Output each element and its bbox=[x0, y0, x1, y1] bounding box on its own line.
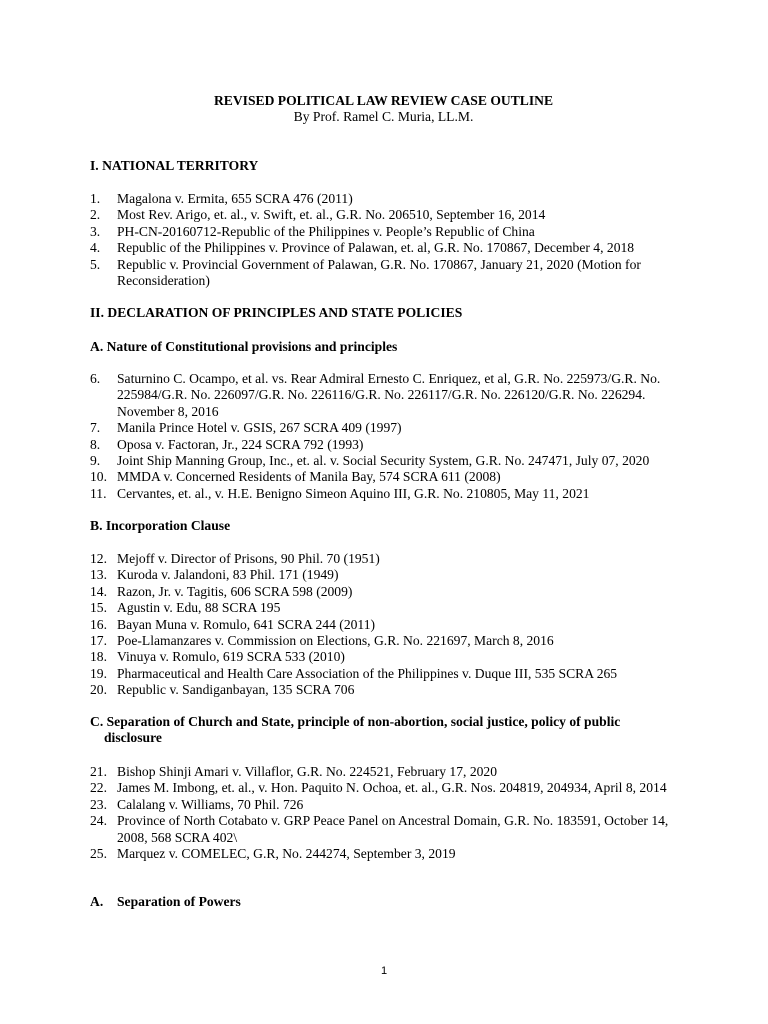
case-citation: Manila Prince Hotel v. GSIS, 267 SCRA 409 (1997) bbox=[117, 420, 402, 436]
case-citation: Mejoff v. Director of Prisons, 90 Phil. 70 (1951) bbox=[117, 551, 380, 566]
item-number: 25. bbox=[90, 846, 107, 862]
case-list-incorporation bbox=[90, 551, 680, 699]
list-item bbox=[90, 666, 680, 682]
item-number: 12. bbox=[90, 551, 107, 566]
case-citation: Marquez v. COMELEC, G.R, No. 244274, September 3, 2019 bbox=[117, 846, 456, 862]
case-citation: Joint Ship Manning Group, Inc., et. al. v. Social Security System, G.R. No. 247471, July 07, 2020 bbox=[117, 453, 650, 469]
item-number: 19. bbox=[90, 665, 107, 681]
list-item bbox=[90, 551, 680, 567]
item-number: 2. bbox=[90, 207, 101, 223]
list-item bbox=[90, 257, 680, 290]
list-item bbox=[90, 224, 680, 240]
list-item bbox=[90, 813, 680, 846]
list-item bbox=[90, 764, 680, 780]
subsection-heading-nature: A. Nature of Constitutional provisions and principles bbox=[90, 339, 398, 354]
document-page bbox=[90, 0, 690, 1024]
subsection-heading-text: Separation of Powers bbox=[117, 894, 241, 909]
section-heading-national-territory: I. NATIONAL TERRITORY bbox=[90, 158, 259, 173]
case-citation: Most Rev. Arigo, et. al., v. Swift, et. al., G.R. No. 206510, September 16, 2014 bbox=[117, 207, 546, 223]
item-number: 10. bbox=[90, 469, 107, 485]
case-citation: Saturnino C. Ocampo, et al. vs. Rear Admiral Ernesto C. Enriquez, et al, G.R. No. 225973/G.R. No. 225984/G.R. No. 226097/G.R. No. 226116/G.R. No. 226117/G.R. No. 226120/G.R. No. 226294. November 8, 2016 bbox=[117, 371, 661, 419]
case-citation: Republic v. Sandiganbayan, 135 SCRA 706 bbox=[117, 682, 355, 698]
item-number: 5. bbox=[90, 256, 101, 272]
case-citation: James M. Imbong, et. al., v. Hon. Paquito N. Ochoa, et. al., G.R. Nos. 204819, 204934, April 8, 2014 bbox=[117, 780, 667, 796]
item-number: 15. bbox=[90, 600, 107, 616]
subsection-heading-line: disclosure bbox=[104, 730, 162, 746]
document-title: REVISED POLITICAL LAW REVIEW CASE OUTLINE bbox=[213, 93, 554, 108]
case-citation: Bishop Shinji Amari v. Villaflor, G.R. No. 224521, February 17, 2020 bbox=[117, 764, 498, 779]
list-item bbox=[90, 649, 680, 665]
list-item bbox=[90, 584, 680, 600]
list-item bbox=[90, 633, 680, 649]
item-number: 17. bbox=[90, 633, 107, 649]
case-citation: Cervantes, et. al., v. H.E. Benigno Simeon Aquino III, G.R. No. 210805, May 11, 2021 bbox=[117, 485, 590, 501]
item-number: 11. bbox=[90, 485, 107, 501]
item-number: 21. bbox=[90, 764, 107, 779]
case-list-nature bbox=[90, 371, 680, 502]
item-number: 23. bbox=[90, 796, 107, 812]
list-item bbox=[90, 600, 680, 616]
list-item bbox=[90, 846, 680, 862]
case-citation: Republic of the Philippines v. Province of Palawan, et. al, G.R. No. 170867, December 4, 2018 bbox=[117, 240, 635, 256]
subsection-heading-separation-powers bbox=[90, 894, 650, 910]
item-number: 24. bbox=[90, 813, 107, 829]
case-citation: Poe-Llamanzares v. Commission on Elections, G.R. No. 221697, March 8, 2016 bbox=[117, 633, 554, 649]
case-citation: Kuroda v. Jalandoni, 83 Phil. 171 (1949) bbox=[117, 567, 339, 583]
item-number: 7. bbox=[90, 420, 101, 436]
item-number: 4. bbox=[90, 240, 101, 256]
case-citation: MMDA v. Concerned Residents of Manila Bay, 574 SCRA 611 (2008) bbox=[117, 469, 501, 485]
item-number: 20. bbox=[90, 682, 107, 698]
list-item bbox=[90, 567, 680, 583]
case-citation: Magalona v. Ermita, 655 SCRA 476 (2011) bbox=[117, 191, 353, 206]
case-list-separation-church bbox=[90, 764, 680, 862]
item-number: 13. bbox=[90, 567, 107, 583]
case-citation: Pharmaceutical and Health Care Association of the Philippines v. Duque III, 535 SCRA 265 bbox=[117, 665, 618, 681]
list-item bbox=[90, 420, 680, 436]
item-number: 8. bbox=[90, 436, 101, 452]
item-number: 1. bbox=[90, 191, 101, 206]
case-citation: Razon, Jr. v. Tagitis, 606 SCRA 598 (2009) bbox=[117, 583, 353, 599]
case-citation: Republic v. Provincial Government of Palawan, G.R. No. 170867, January 21, 2020 (Motion for Reconsideration) bbox=[117, 256, 641, 289]
subsection-letter: A. bbox=[90, 894, 104, 909]
list-item bbox=[90, 371, 680, 420]
case-citation: Vinuya v. Romulo, 619 SCRA 533 (2010) bbox=[117, 649, 345, 665]
item-number: 14. bbox=[90, 583, 107, 599]
document-author: By Prof. Ramel C. Muria, LL.M. bbox=[293, 109, 474, 124]
case-citation: Bayan Muna v. Romulo, 641 SCRA 244 (2011) bbox=[117, 616, 376, 632]
list-item bbox=[90, 486, 680, 502]
page-number: 1 bbox=[380, 965, 388, 977]
subsection-heading-incorporation: B. Incorporation Clause bbox=[90, 518, 231, 533]
list-item bbox=[90, 191, 680, 207]
item-number: 9. bbox=[90, 453, 101, 469]
list-item bbox=[90, 682, 680, 698]
list-item bbox=[90, 207, 680, 223]
case-citation: Province of North Cotabato v. GRP Peace Panel on Ancestral Domain, G.R. No. 183591, October 14, 2008, 568 SCRA 402\ bbox=[117, 813, 669, 845]
section-heading-declaration: II. DECLARATION OF PRINCIPLES AND STATE POLICIES bbox=[90, 305, 463, 320]
list-item bbox=[90, 240, 680, 256]
subsection-heading-separation-church bbox=[90, 714, 650, 747]
list-item bbox=[90, 780, 680, 796]
case-citation: PH-CN-20160712-Republic of the Philippines v. People’s Republic of China bbox=[117, 223, 535, 239]
case-citation: Oposa v. Factoran, Jr., 224 SCRA 792 (1993) bbox=[117, 436, 364, 452]
case-citation: Agustin v. Edu, 88 SCRA 195 bbox=[117, 600, 281, 616]
list-item bbox=[90, 469, 680, 485]
case-list-national-territory bbox=[90, 191, 680, 289]
list-item bbox=[90, 437, 680, 453]
case-citation: Calalang v. Williams, 70 Phil. 726 bbox=[117, 796, 304, 812]
item-number: 16. bbox=[90, 616, 107, 632]
item-number: 18. bbox=[90, 649, 107, 665]
item-number: 3. bbox=[90, 223, 101, 239]
list-item bbox=[90, 617, 680, 633]
list-item bbox=[90, 797, 680, 813]
list-item bbox=[90, 453, 680, 469]
item-number: 22. bbox=[90, 780, 107, 796]
item-number: 6. bbox=[90, 371, 101, 386]
subsection-heading-line: C. Separation of Church and State, principle of non-abortion, social justice, policy of public bbox=[90, 714, 621, 729]
